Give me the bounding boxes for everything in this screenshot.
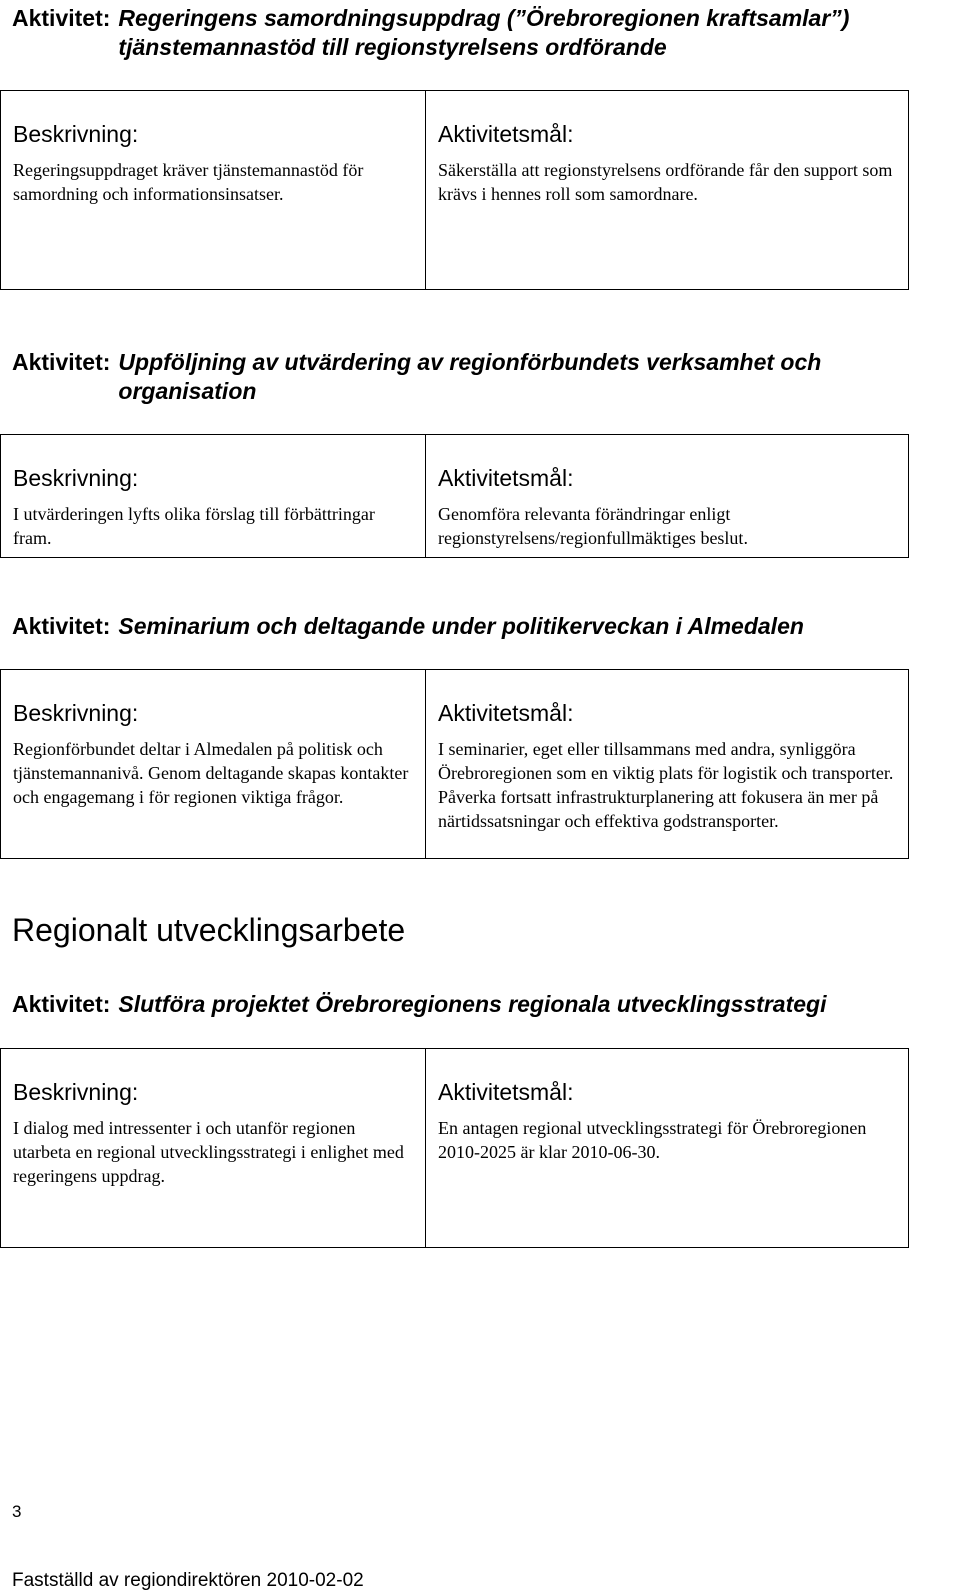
description-text: I utvärderingen lyfts olika förslag till förbättringar fram. — [13, 504, 375, 548]
goal-label: Aktivitetsmål: — [438, 121, 574, 147]
description-text: Regionförbundet deltar i Almedalen på politisk och tjänstemannanivå. Genom deltagande skapas kontakter och engagemang i för regionen viktiga frågor. — [13, 739, 409, 807]
activity-heading-4 — [12, 990, 910, 1019]
goal-text: Säkerställa att regionstyrelsens ordförande får den support som krävs i hennes roll som samordnare. — [438, 160, 893, 204]
activity-prefix: Aktivitet: — [12, 349, 111, 375]
goal-cell — [426, 91, 909, 290]
description-label: Beskrivning: — [13, 700, 139, 726]
description-label: Beskrivning: — [13, 465, 139, 491]
goal-label: Aktivitetsmål: — [438, 1079, 574, 1105]
goal-text: Genomföra relevanta förändringar enligt regionstyrelsens/regionfullmäktiges beslut. — [438, 504, 748, 548]
activity-table-3 — [0, 669, 909, 859]
goal-cell — [426, 435, 909, 558]
goal-cell — [426, 1049, 909, 1248]
activity-heading-2 — [12, 348, 910, 406]
activity-prefix: Aktivitet: — [12, 5, 111, 31]
goal-label: Aktivitetsmål: — [438, 465, 574, 491]
activity-heading-1 — [12, 4, 910, 62]
description-label: Beskrivning: — [13, 121, 139, 147]
activity-heading-3 — [12, 612, 910, 641]
section-title: Regionalt utvecklingsarbete — [12, 912, 406, 948]
activity-table-2 — [0, 434, 909, 558]
page-number: 3 — [12, 1502, 22, 1521]
footer-text: Fastställd av regiondirektören 2010-02-02 — [12, 1570, 364, 1591]
activity-title: Seminarium och deltagande under politikerveckan i Almedalen — [118, 613, 804, 639]
description-text: I dialog med intressenter i och utanför regionen utarbeta en regional utvecklingsstrategi i enlighet med regeringens uppdrag. — [13, 1118, 404, 1186]
description-cell — [1, 1049, 426, 1248]
description-label: Beskrivning: — [13, 1079, 139, 1105]
activity-prefix: Aktivitet: — [12, 991, 111, 1017]
activity-title: Uppföljning av utvärdering av regionförbundets verksamhet och organisation — [118, 349, 822, 404]
description-cell — [1, 91, 426, 290]
activity-table-1 — [0, 90, 909, 290]
activity-table-4 — [0, 1048, 909, 1248]
activity-prefix: Aktivitet: — [12, 613, 111, 639]
activity-title: Regeringens samordningsuppdrag (”Örebroregionen kraftsamlar”) tjänstemannastöd till regionstyrelsens ordförande — [118, 5, 850, 60]
goal-cell — [426, 670, 909, 859]
goal-label: Aktivitetsmål: — [438, 700, 574, 726]
description-cell — [1, 435, 426, 558]
description-cell — [1, 670, 426, 859]
goal-text: I seminarier, eget eller tillsammans med andra, synliggöra Örebroregionen som en viktig plats för logistik och transporter. Påverka fortsatt infrastrukturplanering att fokusera än mer på närtidssatsningar och effektiva godstransporter. — [438, 739, 894, 831]
goal-text: En antagen regional utvecklingsstrategi för Örebroregionen 2010-2025 är klar 2010-06-30. — [438, 1118, 867, 1162]
description-text: Regeringsuppdraget kräver tjänstemannastöd för samordning och informationsinsatser. — [13, 160, 364, 204]
activity-title: Slutföra projektet Örebroregionens regionala utvecklingsstrategi — [118, 991, 827, 1017]
